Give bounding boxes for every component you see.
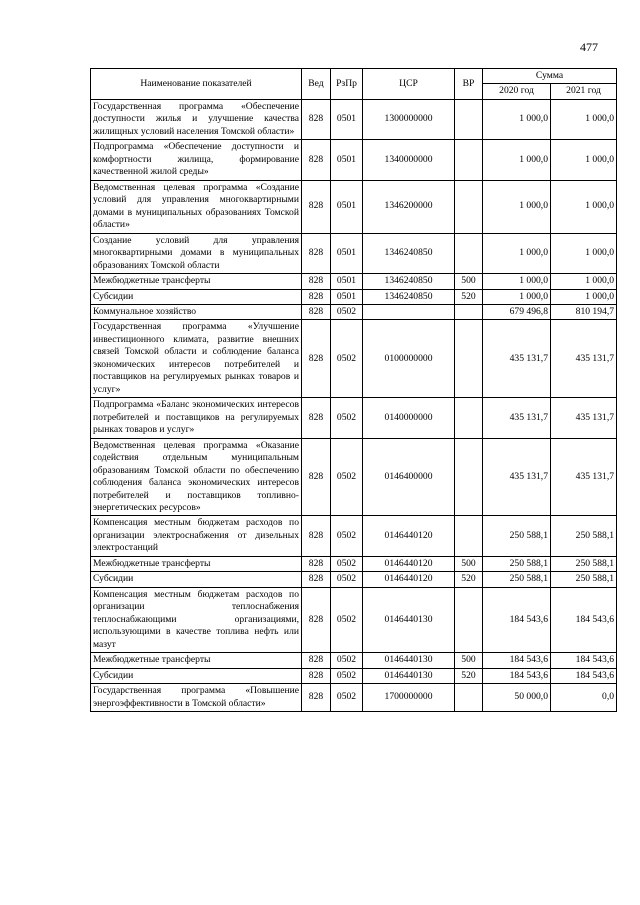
row-amount-2021: 435 131,7 (551, 320, 617, 398)
row-rzpr: 0502 (331, 304, 363, 319)
row-csr (363, 304, 455, 319)
row-amount-2020: 435 131,7 (483, 438, 551, 516)
row-name: Межбюджетные трансферты (91, 274, 302, 289)
row-ved: 828 (302, 587, 331, 652)
table-row (91, 398, 617, 438)
row-amount-2021: 1 000,0 (551, 140, 617, 180)
row-rzpr: 0502 (331, 587, 363, 652)
row-name: Межбюджетные трансферты (91, 653, 302, 668)
row-vr (455, 180, 483, 233)
table-row (91, 289, 617, 304)
row-csr: 1340000000 (363, 140, 455, 180)
header-ved: Вед (302, 69, 331, 100)
row-csr: 1346240850 (363, 233, 455, 273)
row-csr: 0146400000 (363, 438, 455, 516)
row-csr: 1300000000 (363, 99, 455, 139)
table-row (91, 304, 617, 319)
table-row (91, 320, 617, 398)
table-row (91, 140, 617, 180)
page-number: 477 (580, 40, 598, 54)
row-vr (455, 684, 483, 712)
row-amount-2020: 435 131,7 (483, 320, 551, 398)
row-ved: 828 (302, 99, 331, 139)
row-amount-2020: 184 543,6 (483, 587, 551, 652)
row-rzpr: 0502 (331, 516, 363, 556)
row-rzpr: 0502 (331, 668, 363, 683)
row-csr: 1346240850 (363, 289, 455, 304)
row-vr: 500 (455, 274, 483, 289)
row-name: Межбюджетные трансферты (91, 556, 302, 571)
row-amount-2021: 184 543,6 (551, 653, 617, 668)
row-rzpr: 0501 (331, 140, 363, 180)
header-name: Наименование показателей (91, 69, 302, 100)
row-ved: 828 (302, 398, 331, 438)
row-amount-2020: 679 496,8 (483, 304, 551, 319)
row-amount-2020: 1 000,0 (483, 140, 551, 180)
row-ved: 828 (302, 289, 331, 304)
row-vr: 520 (455, 572, 483, 587)
row-amount-2020: 1 000,0 (483, 233, 551, 273)
row-name: Субсидии (91, 289, 302, 304)
row-name: Подпрограмма «Обеспечение доступности и комфортности жилища, формирование качественной жилой среды» (91, 140, 302, 180)
row-amount-2020: 1 000,0 (483, 289, 551, 304)
row-ved: 828 (302, 304, 331, 319)
row-ved: 828 (302, 572, 331, 587)
row-amount-2021: 1 000,0 (551, 99, 617, 139)
row-vr (455, 320, 483, 398)
row-amount-2021: 0,0 (551, 684, 617, 712)
table-body (91, 99, 617, 711)
row-vr: 500 (455, 653, 483, 668)
row-amount-2021: 250 588,1 (551, 556, 617, 571)
row-name: Компенсация местным бюджетам расходов по организации электроснабжения от дизельных электростанций (91, 516, 302, 556)
table-row (91, 233, 617, 273)
header-vr: ВР (455, 69, 483, 100)
row-amount-2021: 1 000,0 (551, 233, 617, 273)
row-rzpr: 0502 (331, 320, 363, 398)
row-name: Компенсация местным бюджетам расходов по организации теплоснабжения теплоснабжающими организациями, использующими в качестве топлива нефть или мазут (91, 587, 302, 652)
row-amount-2020: 435 131,7 (483, 398, 551, 438)
row-csr: 0146440120 (363, 516, 455, 556)
row-name: Государственная программа «Улучшение инвестиционного климата, развитие внешних связей Томской области и соблюдение баланса экономических интересов потребителей и поставщиков на регулируемых рынках товаров и услуг» (91, 320, 302, 398)
header-csr: ЦСР (363, 69, 455, 100)
table-row (91, 587, 617, 652)
row-ved: 828 (302, 516, 331, 556)
row-rzpr: 0502 (331, 572, 363, 587)
row-csr: 0146440130 (363, 587, 455, 652)
row-amount-2021: 184 543,6 (551, 668, 617, 683)
row-rzpr: 0501 (331, 274, 363, 289)
row-amount-2020: 1 000,0 (483, 274, 551, 289)
table-row (91, 653, 617, 668)
header-row (91, 69, 617, 84)
row-vr: 520 (455, 289, 483, 304)
row-ved: 828 (302, 233, 331, 273)
row-amount-2021: 810 194,7 (551, 304, 617, 319)
row-ved: 828 (302, 140, 331, 180)
row-name: Создание условий для управления многоквартирными домами в муниципальных образованиях Томской области (91, 233, 302, 273)
row-rzpr: 0502 (331, 684, 363, 712)
row-csr: 0146440130 (363, 653, 455, 668)
row-vr: 500 (455, 556, 483, 571)
row-rzpr: 0502 (331, 653, 363, 668)
row-rzpr: 0501 (331, 180, 363, 233)
header-sum: Сумма (483, 69, 617, 84)
row-amount-2021: 1 000,0 (551, 180, 617, 233)
row-name: Субсидии (91, 572, 302, 587)
row-rzpr: 0501 (331, 99, 363, 139)
row-name: Субсидии (91, 668, 302, 683)
row-amount-2020: 1 000,0 (483, 99, 551, 139)
row-vr (455, 516, 483, 556)
row-amount-2020: 250 588,1 (483, 556, 551, 571)
row-vr (455, 304, 483, 319)
row-csr: 0146440120 (363, 572, 455, 587)
row-name: Государственная программа «Обеспечение доступности жилья и улучшение качества жилищных условий населения Томской области» (91, 99, 302, 139)
row-amount-2021: 184 543,6 (551, 587, 617, 652)
row-amount-2020: 250 588,1 (483, 516, 551, 556)
row-csr: 1700000000 (363, 684, 455, 712)
table-row (91, 684, 617, 712)
row-ved: 828 (302, 180, 331, 233)
header-year-2020: 2020 год (483, 84, 551, 99)
budget-table (90, 68, 617, 712)
row-amount-2020: 50 000,0 (483, 684, 551, 712)
row-amount-2021: 1 000,0 (551, 274, 617, 289)
table-row (91, 516, 617, 556)
row-ved: 828 (302, 684, 331, 712)
table-row (91, 438, 617, 516)
row-name: Подпрограмма «Баланс экономических интересов потребителей и поставщиков на регулируемых рынках товаров и услуг» (91, 398, 302, 438)
header-year-2021: 2021 год (551, 84, 617, 99)
row-name: Государственная программа «Повышение энергоэффективности в Томской области» (91, 684, 302, 712)
row-csr: 0140000000 (363, 398, 455, 438)
row-amount-2020: 184 543,6 (483, 653, 551, 668)
row-amount-2021: 435 131,7 (551, 398, 617, 438)
row-vr (455, 398, 483, 438)
row-vr (455, 99, 483, 139)
row-amount-2020: 250 588,1 (483, 572, 551, 587)
row-rzpr: 0501 (331, 289, 363, 304)
row-name: Ведомственная целевая программа «Оказание содействия отдельным муниципальным образованиям Томской области по обеспечению соблюдения баланса экономических интересов потребителей и поставщиков топливно-энергетических ресурсов» (91, 438, 302, 516)
row-vr (455, 587, 483, 652)
row-ved: 828 (302, 274, 331, 289)
row-amount-2021: 1 000,0 (551, 289, 617, 304)
row-amount-2021: 250 588,1 (551, 516, 617, 556)
row-vr: 520 (455, 668, 483, 683)
row-rzpr: 0501 (331, 233, 363, 273)
row-csr: 1346240850 (363, 274, 455, 289)
table-row (91, 668, 617, 683)
table-row (91, 556, 617, 571)
header-rzpr: РзПр (331, 69, 363, 100)
row-amount-2020: 1 000,0 (483, 180, 551, 233)
row-rzpr: 0502 (331, 398, 363, 438)
row-vr (455, 140, 483, 180)
row-amount-2021: 435 131,7 (551, 438, 617, 516)
row-ved: 828 (302, 668, 331, 683)
row-name: Ведомственная целевая программа «Создание условий для управления многоквартирными домами в муниципальных образованиях Томской области» (91, 180, 302, 233)
row-vr (455, 233, 483, 273)
row-csr: 1346200000 (363, 180, 455, 233)
row-csr: 0146440120 (363, 556, 455, 571)
row-ved: 828 (302, 556, 331, 571)
row-csr: 0146440130 (363, 668, 455, 683)
row-amount-2021: 250 588,1 (551, 572, 617, 587)
row-rzpr: 0502 (331, 438, 363, 516)
row-csr: 0100000000 (363, 320, 455, 398)
row-rzpr: 0502 (331, 556, 363, 571)
table-row (91, 180, 617, 233)
table-row (91, 99, 617, 139)
table-row (91, 274, 617, 289)
row-ved: 828 (302, 320, 331, 398)
row-amount-2020: 184 543,6 (483, 668, 551, 683)
row-name: Коммунальное хозяйство (91, 304, 302, 319)
row-ved: 828 (302, 438, 331, 516)
row-ved: 828 (302, 653, 331, 668)
table-row (91, 572, 617, 587)
row-vr (455, 438, 483, 516)
